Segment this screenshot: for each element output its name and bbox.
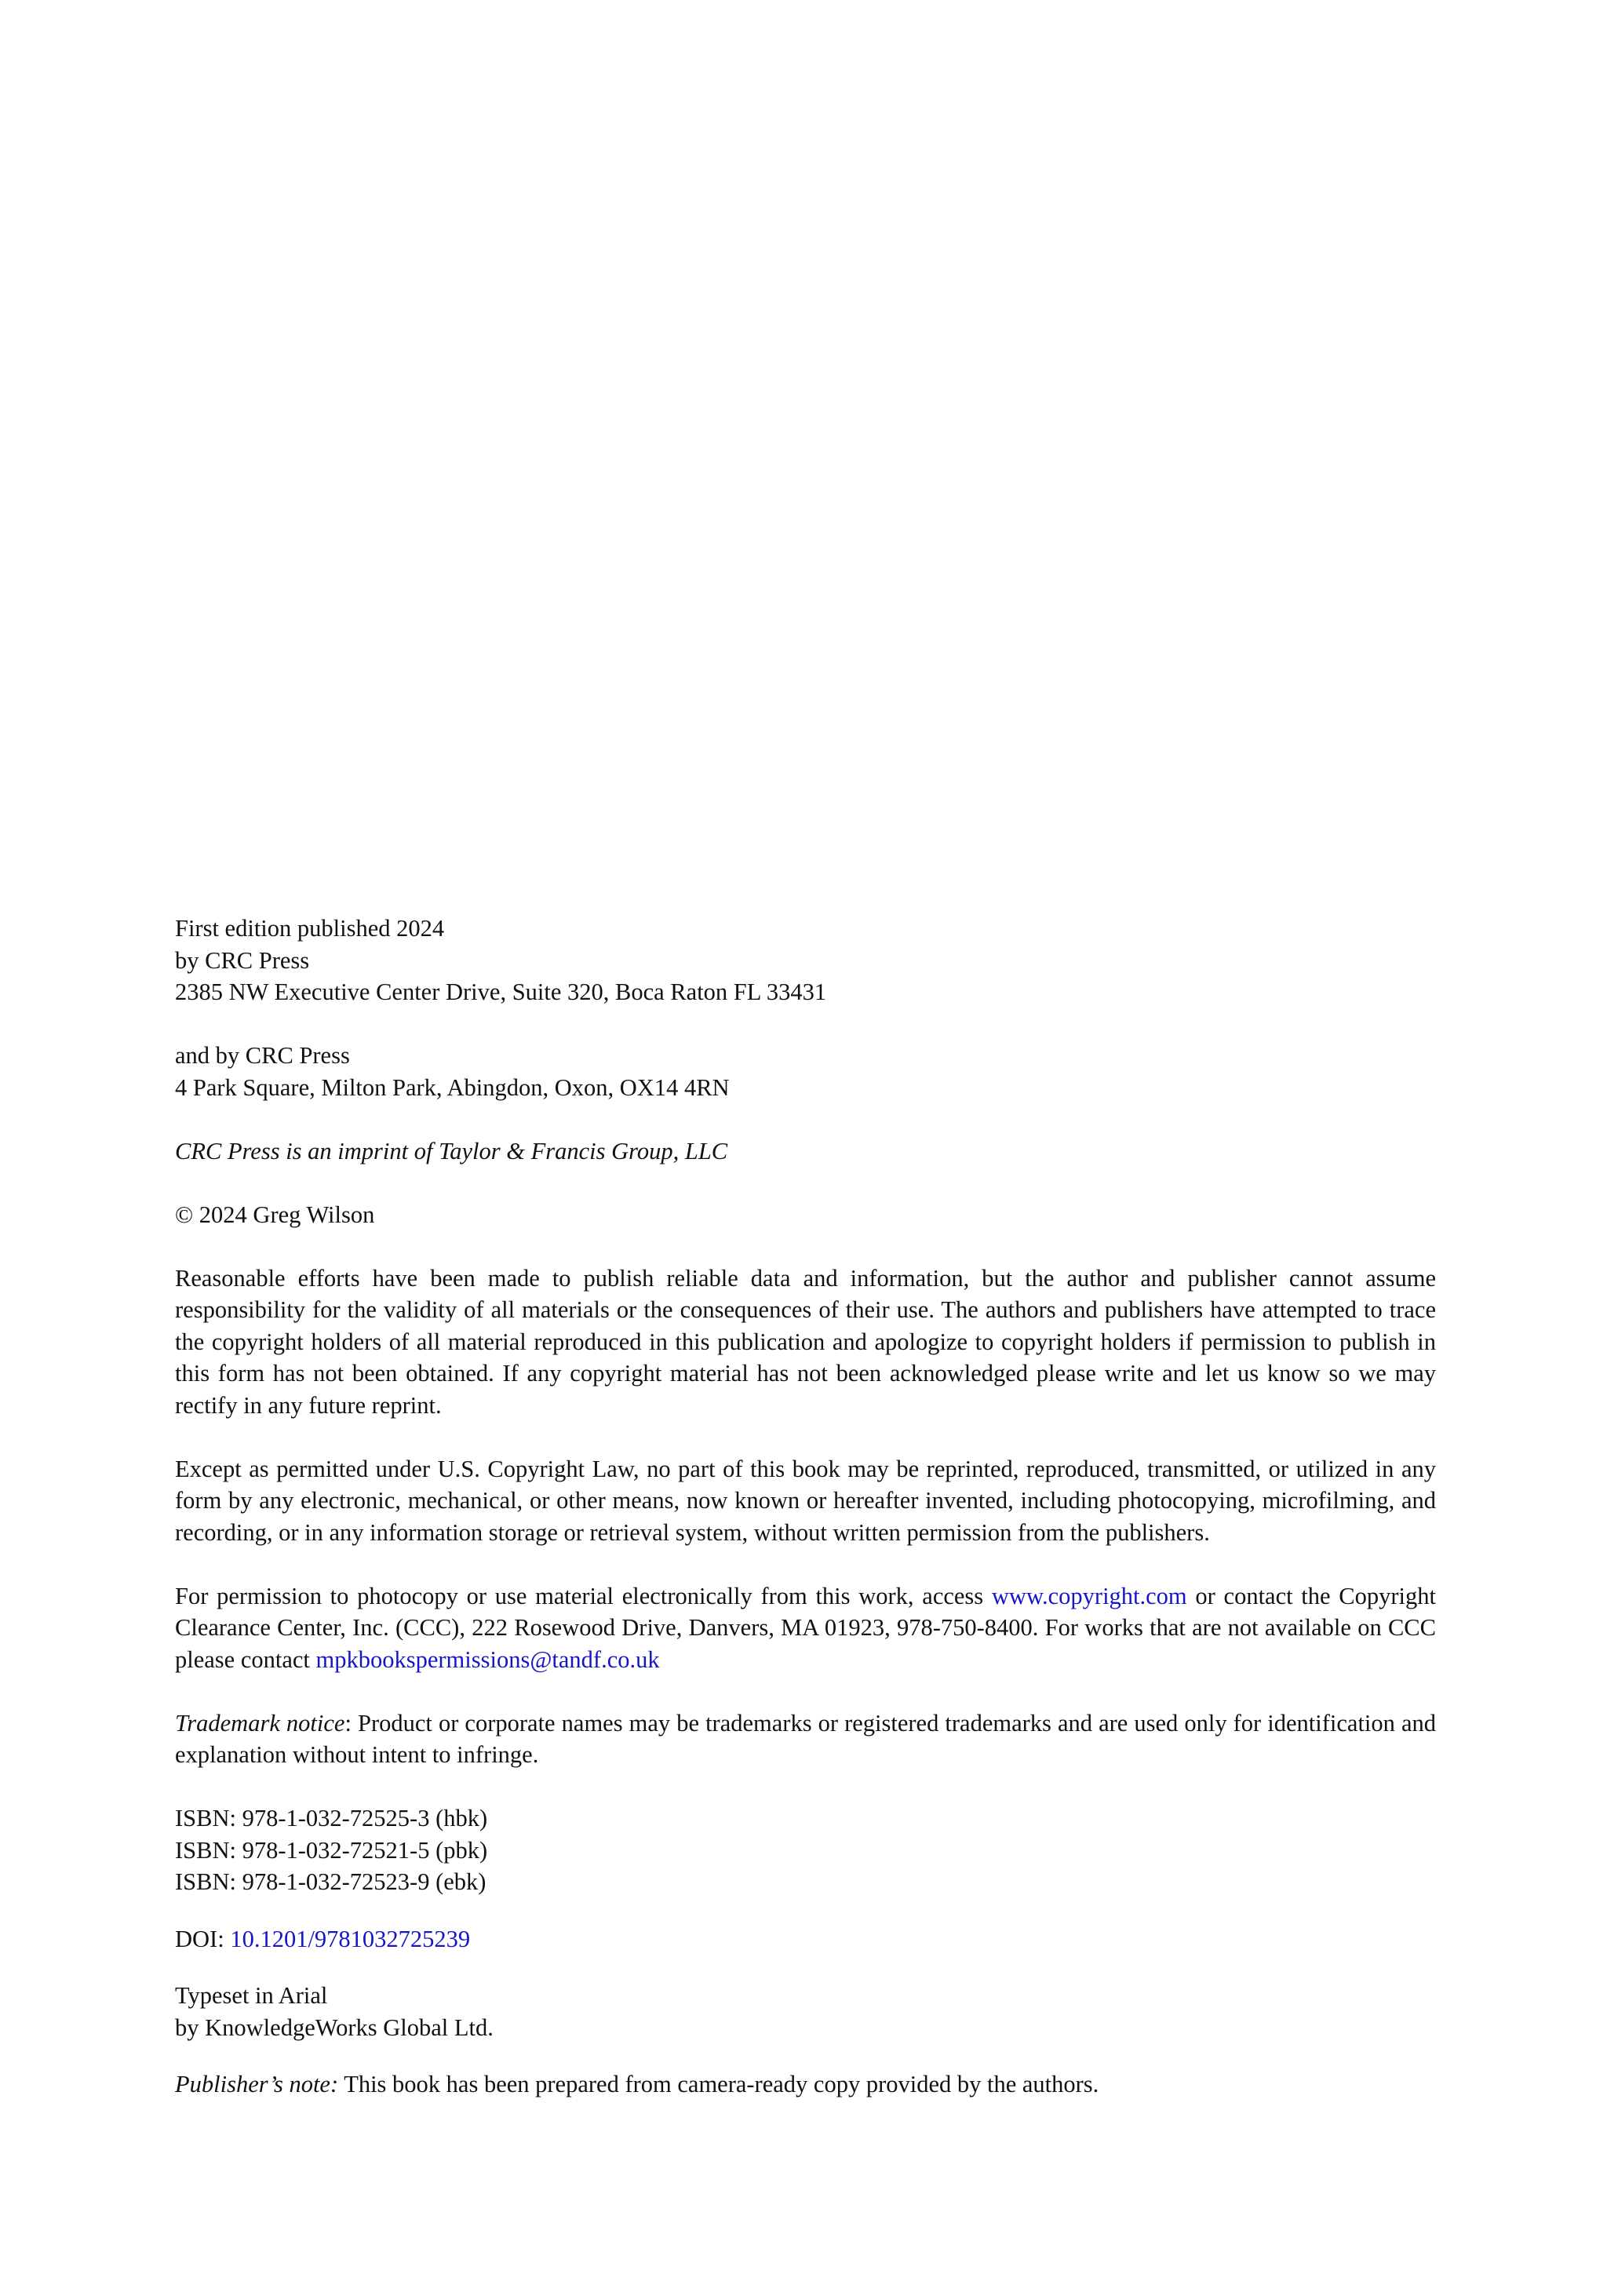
- isbn-hardback: ISBN: 978-1-032-72525-3 (hbk): [175, 1805, 488, 1831]
- publishers-note-text: This book has been prepared from camera-ready copy provided by the authors.: [338, 2071, 1099, 2097]
- publication-info: [175, 913, 1436, 1008]
- publication-info-uk: [175, 1040, 1436, 1103]
- publisher-line: and by CRC Press: [175, 1042, 350, 1069]
- doi-line: [175, 1923, 1436, 1955]
- trademark-paragraph: [175, 1707, 1436, 1771]
- publisher-address: 4 Park Square, Milton Park, Abingdon, Oxon, OX14 4RN: [175, 1073, 730, 1101]
- edition-line: First edition published 2024: [175, 915, 445, 942]
- imprint-statement: CRC Press is an imprint of Taylor & Francis Group, LLC: [175, 1137, 728, 1164]
- permissions-paragraph: Except as permitted under U.S. Copyright Law, no part of this book may be reprinted, reproduced, transmitted, or utilized in any form by any electronic, mechanical, or other means, now known or hereafter invented, including photocopying, microfilming, and recording, or in any information storage or retrieval system, without written permission from the publishers.: [175, 1455, 1436, 1546]
- publishers-note: [175, 2068, 1436, 2101]
- publisher-line: by CRC Press: [175, 946, 310, 974]
- trademark-label: Trademark notice: [175, 1709, 345, 1737]
- photocopy-paragraph: [175, 1580, 1436, 1676]
- permissions-email-link[interactable]: mpkbookspermissions@tandf.co.uk: [315, 1645, 660, 1673]
- isbn-paperback: ISBN: 978-1-032-72521-5 (pbk): [175, 1836, 488, 1864]
- isbn-ebook: ISBN: 978-1-032-72523-9 (ebk): [175, 1868, 486, 1895]
- disclaimer-paragraph: Reasonable efforts have been made to publish reliable data and information, but the author and publisher cannot assume responsibility for the validity of all materials or the consequences of their use. The authors and publishers have attempted to trace the copyright holders of all material reproduced in this publication and apologize to copyright holders if permission to publish in this form has not been obtained. If any copyright material has not been acknowledged please write and let us know so we may rectify in any future reprint.: [175, 1264, 1436, 1419]
- copyright-page: [175, 913, 1436, 2132]
- typeset-font: Typeset in Arial: [175, 1982, 328, 2009]
- photocopy-text: or contact the Copyright Clearance Center, Inc. (CCC), 222 Rosewood Drive, Danvers, MA 01923, 978-750-8400. For works that are not available on CCC please contact: [175, 1582, 1436, 1673]
- typesetter: by KnowledgeWorks Global Ltd.: [175, 2014, 494, 2041]
- typeset-info: [175, 1980, 1436, 2043]
- copyright-website-link[interactable]: www.copyright.com: [991, 1582, 1187, 1609]
- publishers-note-label: Publisher’s note:: [175, 2071, 339, 2097]
- doi-label: DOI:: [175, 1925, 231, 1952]
- doi-link[interactable]: 10.1201/9781032725239: [230, 1925, 471, 1952]
- isbn-list: [175, 1802, 1436, 1898]
- copyright-notice: © 2024 Greg Wilson: [175, 1201, 375, 1228]
- trademark-text: : Product or corporate names may be trademarks or registered trademarks and are used only for identification and explanation without intent to infringe.: [175, 1709, 1436, 1768]
- photocopy-text: For permission to photocopy or use material electronically from this work, access: [175, 1582, 992, 1609]
- publisher-address: 2385 NW Executive Center Drive, Suite 320, Boca Raton FL 33431: [175, 979, 827, 1005]
